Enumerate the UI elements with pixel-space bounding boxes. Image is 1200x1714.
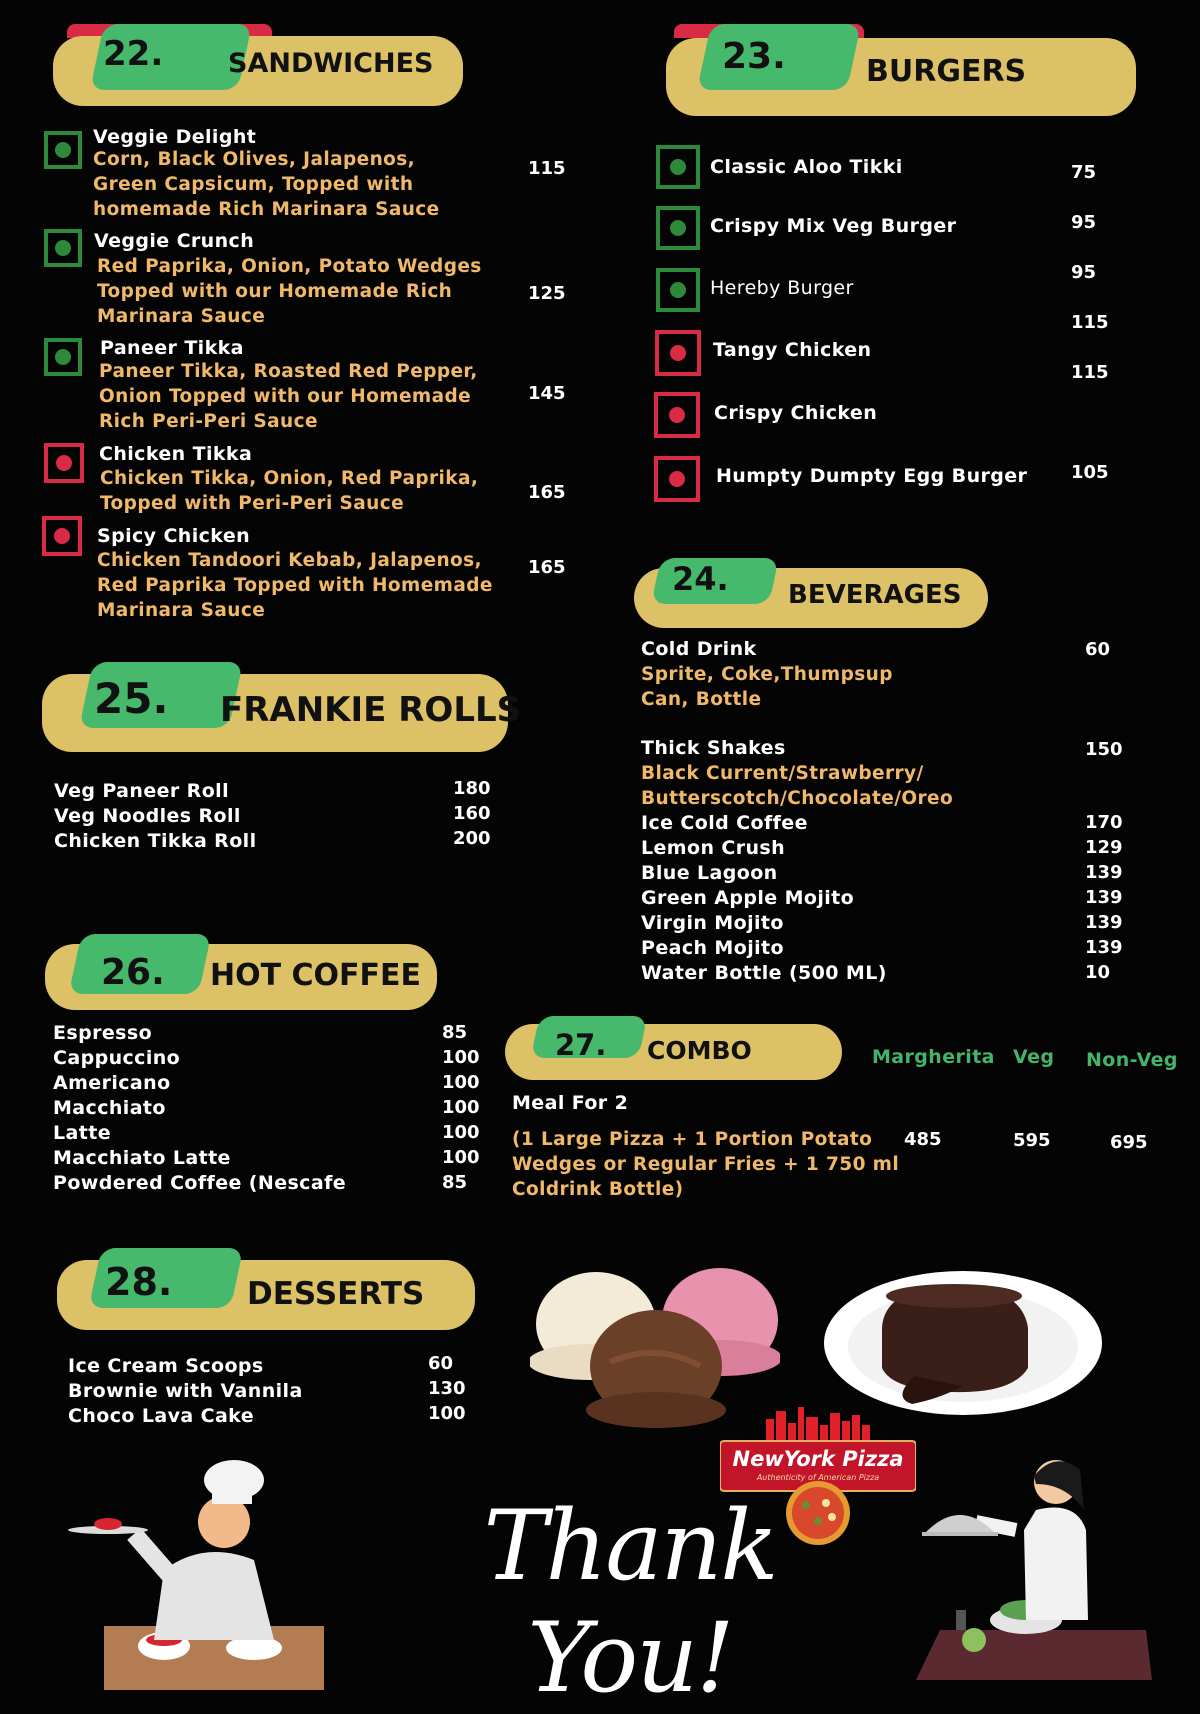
menu-item-price: 100 xyxy=(442,1072,480,1093)
menu-item-price: 95 xyxy=(1071,212,1097,233)
menu-item-name: Veggie Delight xyxy=(93,126,257,148)
section-title: FRANKIE ROLLS xyxy=(220,690,522,730)
beverage-name: Peach Mojito xyxy=(641,937,784,959)
beverage-name: Lemon Crush xyxy=(641,837,786,859)
menu-item-name: Macchiato xyxy=(53,1097,166,1119)
menu-item-name: Chicken Tikka Roll xyxy=(54,830,257,852)
menu-item-name: Veg Noodles Roll xyxy=(54,805,241,827)
menu-item-desc: Red Paprika, Onion, Potato Wedges Topped with our Homemade Rich Marinara Sauce xyxy=(97,256,482,327)
section-title: BURGERS xyxy=(866,54,1027,89)
menu-item-desc: Paneer Tikka, Roasted Red Pepper, Onion Topped with our Homemade Rich Peri-Peri Sauce xyxy=(99,361,478,432)
combo-header xyxy=(505,1016,842,1080)
section-title: BEVERAGES xyxy=(788,580,962,610)
menu-item-name: Classic Aloo Tikki xyxy=(710,156,903,178)
beverage-price: 139 xyxy=(1085,912,1123,933)
menu-item-name: Chicken Tikka xyxy=(99,443,253,465)
beverage-desc: Sprite, Coke,Thumpsup Can, Bottle xyxy=(641,664,893,710)
section-title: HOT COFFEE xyxy=(210,958,422,993)
veg-icon xyxy=(656,268,700,312)
menu-item-desc: Corn, Black Olives, Jalapenos, Green Capsicum, Topped with homemade Rich Marinara Sauce xyxy=(93,149,440,220)
chef-illustration xyxy=(64,1450,334,1690)
menu-item-name: Macchiato Latte xyxy=(53,1147,231,1169)
coffee-header xyxy=(45,934,437,1010)
menu-item-desc: Chicken Tandoori Kebab, Jalapenos, Red Paprika Topped with Homemade Marinara Sauce xyxy=(97,550,493,621)
frankie-header xyxy=(42,662,522,752)
menu-item-name: Powdered Coffee (Nescafe xyxy=(53,1172,347,1194)
menu-item-price: 125 xyxy=(528,283,566,304)
combo-column-header: Non-Veg xyxy=(1086,1049,1178,1071)
combo-meal-name: Meal For 2 xyxy=(512,1092,629,1114)
combo-price: 695 xyxy=(1110,1132,1148,1153)
beverage-name: Green Apple Mojito xyxy=(641,887,855,909)
beverage-price: 139 xyxy=(1085,937,1123,958)
veg-icon xyxy=(656,206,700,250)
section-number: 25. xyxy=(94,674,169,723)
burgers-header xyxy=(666,24,1136,116)
menu-item-name: Choco Lava Cake xyxy=(68,1405,254,1427)
combo-price: 485 xyxy=(904,1129,942,1150)
menu-item-name: Latte xyxy=(53,1122,111,1144)
menu-item-price: 100 xyxy=(428,1403,466,1424)
menu-item-name: Cappuccino xyxy=(53,1047,181,1069)
menu-item-price: 75 xyxy=(1071,162,1097,183)
menu-item-name: Ice Cream Scoops xyxy=(68,1355,264,1377)
menu-item-name: Humpty Dumpty Egg Burger xyxy=(716,465,1028,487)
menu-item-price: 95 xyxy=(1071,262,1097,283)
frankie-list xyxy=(54,780,504,855)
nonveg-icon xyxy=(44,443,84,483)
desserts-list xyxy=(68,1355,478,1430)
menu-item-name: Hereby Burger xyxy=(710,277,854,299)
nonveg-icon xyxy=(42,516,82,556)
menu-item-name: Paneer Tikka xyxy=(100,337,244,359)
sandwiches-header xyxy=(53,24,463,106)
veg-icon xyxy=(44,229,82,267)
menu-item-price: 165 xyxy=(528,557,566,578)
beverage-name: Cold Drink xyxy=(641,638,757,660)
logo-name: NewYork Pizza xyxy=(732,1447,904,1471)
menu-item-price: 115 xyxy=(1071,312,1109,333)
menu-item-name: Brownie with Vannila xyxy=(68,1380,303,1402)
menu-item-price: 100 xyxy=(442,1097,480,1118)
section-number: 23. xyxy=(722,36,786,77)
veg-icon xyxy=(44,338,82,376)
menu-item-price: 100 xyxy=(442,1122,480,1143)
thank-you-text: Thank You! xyxy=(483,1490,777,1714)
beverage-name: Thick Shakes xyxy=(641,737,786,759)
beverage-price: 10 xyxy=(1085,962,1111,983)
beverage-name: Blue Lagoon xyxy=(641,862,778,884)
menu-item-price: 115 xyxy=(528,158,566,179)
menu-item-price: 85 xyxy=(442,1022,468,1043)
menu-item-price: 165 xyxy=(528,482,566,503)
section-number: 27. xyxy=(555,1028,607,1062)
menu-item-price: 100 xyxy=(442,1047,480,1068)
section-number: 24. xyxy=(672,560,729,598)
menu-item-name: Veggie Crunch xyxy=(94,230,255,252)
nonveg-icon xyxy=(654,456,700,502)
menu-item-name: Veg Paneer Roll xyxy=(54,780,229,802)
section-title: SANDWICHES xyxy=(228,48,434,79)
section-number: 26. xyxy=(101,952,165,993)
beverages-header xyxy=(634,558,988,628)
veg-icon xyxy=(656,145,700,189)
beverage-name: Water Bottle (500 ML) xyxy=(641,962,887,984)
desserts-header xyxy=(57,1248,475,1330)
beverage-list xyxy=(641,812,1141,987)
beverage-price: 150 xyxy=(1085,739,1123,760)
beverage-name: Ice Cold Coffee xyxy=(641,812,808,834)
menu-item-price: 200 xyxy=(453,828,491,849)
beverage-price: 139 xyxy=(1085,862,1123,883)
menu-item-name: Espresso xyxy=(53,1022,153,1044)
menu-item-price: 100 xyxy=(442,1147,480,1168)
beverage-price: 139 xyxy=(1085,887,1123,908)
combo-meal-desc: (1 Large Pizza + 1 Portion Potato Wedges or Regular Fries + 1 750 ml Coldrink Bottle) xyxy=(512,1129,900,1200)
menu-item-price: 115 xyxy=(1071,362,1109,383)
waitress-illustration xyxy=(916,1440,1152,1690)
section-title: COMBO xyxy=(647,1036,752,1065)
menu-item-price: 180 xyxy=(453,778,491,799)
menu-item-name: Tangy Chicken xyxy=(713,339,872,361)
menu-item-price: 130 xyxy=(428,1378,466,1399)
coffee-list xyxy=(53,1022,480,1197)
logo-tagline: Authenticity of American Pizza xyxy=(756,1473,880,1482)
menu-item-name: Spicy Chicken xyxy=(97,525,251,547)
menu-item-desc: Chicken Tikka, Onion, Red Paprika, Topped with Peri-Peri Sauce xyxy=(100,468,479,514)
beverage-price: 129 xyxy=(1085,837,1123,858)
menu-item-price: 105 xyxy=(1071,462,1109,483)
combo-column-header: Margherita xyxy=(872,1046,995,1068)
menu-item-name: Crispy Chicken xyxy=(714,402,878,424)
combo-column-header: Veg xyxy=(1013,1046,1055,1068)
veg-icon xyxy=(44,131,82,169)
beverage-price: 170 xyxy=(1085,812,1123,833)
menu-item-price: 85 xyxy=(442,1172,468,1193)
beverage-desc: Black Current/Strawberry/ Butterscotch/Chocolate/Oreo xyxy=(641,763,954,809)
beverage-name: Virgin Mojito xyxy=(641,912,784,934)
section-title: DESSERTS xyxy=(247,1276,425,1312)
beverage-price: 60 xyxy=(1085,639,1111,660)
menu-item-price: 60 xyxy=(428,1353,454,1374)
section-number: 28. xyxy=(105,1260,173,1304)
menu-item-price: 160 xyxy=(453,803,491,824)
menu-item-name: Americano xyxy=(53,1072,171,1094)
lava-cake-image xyxy=(822,1268,1104,1418)
section-number: 22. xyxy=(103,34,164,74)
combo-price: 595 xyxy=(1013,1130,1051,1151)
nonveg-icon xyxy=(655,330,701,376)
menu-item-price: 145 xyxy=(528,383,566,404)
nonveg-icon xyxy=(654,392,700,438)
menu-item-name: Crispy Mix Veg Burger xyxy=(710,215,957,237)
